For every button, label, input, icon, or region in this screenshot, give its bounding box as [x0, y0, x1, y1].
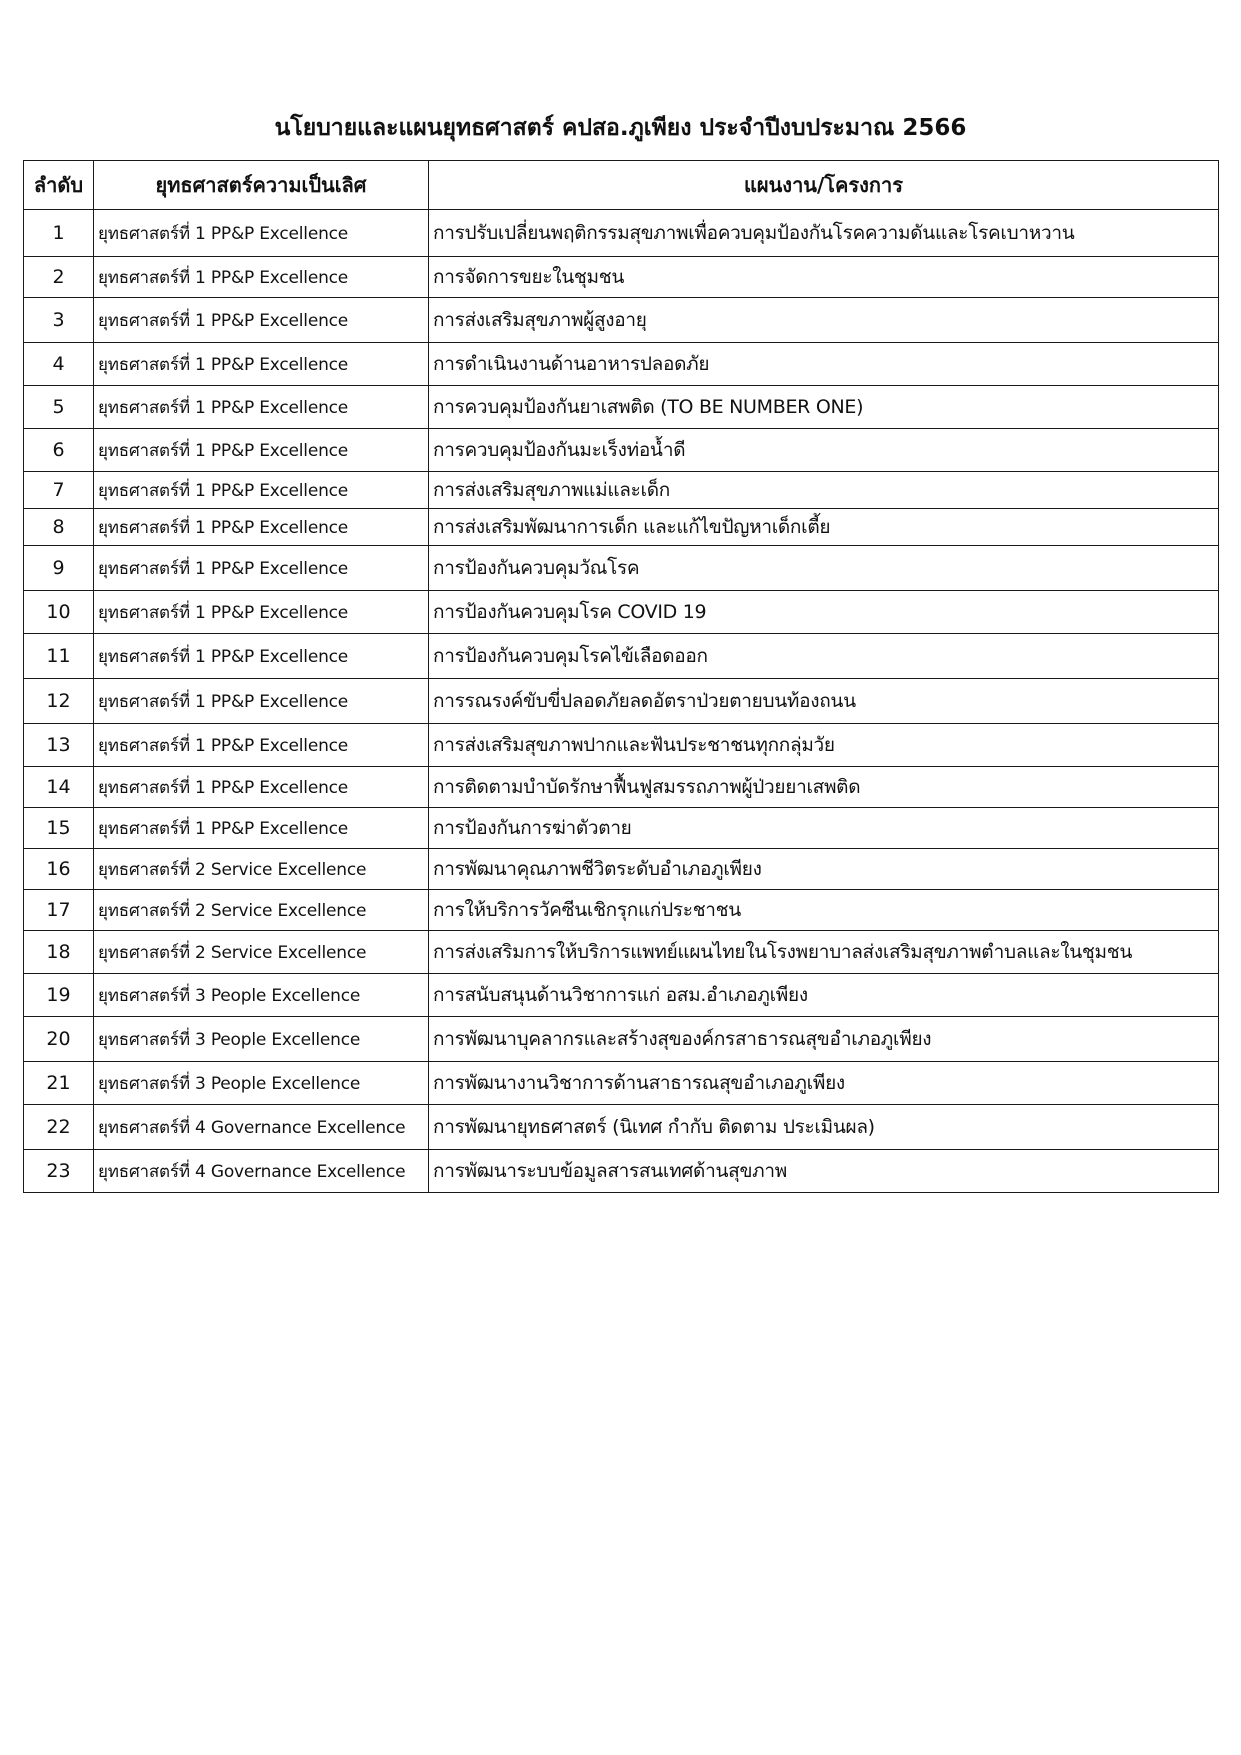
table-header-row: [24, 161, 1219, 210]
row-plan: การส่งเสริมสุขภาพปากและฟันประชาชนทุกกลุ่มวัย: [429, 724, 1219, 767]
table-row: [24, 767, 1219, 808]
table-row: [24, 1105, 1219, 1150]
row-strategy: ยุทธศาสตร์ที่ 1 PP&P Excellence: [94, 808, 429, 849]
row-number: 1: [24, 210, 94, 257]
row-number: 23: [24, 1150, 94, 1193]
row-strategy: ยุทธศาสตร์ที่ 1 PP&P Excellence: [94, 591, 429, 634]
table-body: [24, 210, 1219, 1193]
row-number: 19: [24, 974, 94, 1017]
header-plan: แผนงาน/โครงการ: [429, 161, 1219, 210]
table-row: [24, 849, 1219, 890]
row-number: 7: [24, 472, 94, 509]
row-strategy: ยุทธศาสตร์ที่ 1 PP&P Excellence: [94, 429, 429, 472]
row-number: 6: [24, 429, 94, 472]
row-plan: การพัฒนาบุคลากรและสร้างสุของค์กรสาธารณสุขอำเภอภูเพียง: [429, 1017, 1219, 1062]
table-row: [24, 890, 1219, 931]
row-strategy: ยุทธศาสตร์ที่ 4 Governance Excellence: [94, 1150, 429, 1193]
row-plan: การส่งเสริมการให้บริการแพทย์แผนไทยในโรงพยาบาลส่งเสริมสุขภาพตำบลและในชุมชน: [429, 931, 1219, 974]
row-number: 22: [24, 1105, 94, 1150]
header-no: ลำดับ: [24, 161, 94, 210]
row-plan: การพัฒนายุทธศาสตร์ (นิเทศ กำกับ ติดตาม ประเมินผล): [429, 1105, 1219, 1150]
table-row: [24, 546, 1219, 591]
row-number: 4: [24, 343, 94, 386]
row-strategy: ยุทธศาสตร์ที่ 4 Governance Excellence: [94, 1105, 429, 1150]
row-number: 18: [24, 931, 94, 974]
row-number: 5: [24, 386, 94, 429]
table-row: [24, 591, 1219, 634]
row-number: 16: [24, 849, 94, 890]
row-strategy: ยุทธศาสตร์ที่ 1 PP&P Excellence: [94, 509, 429, 546]
table-row: [24, 679, 1219, 724]
row-plan: การป้องกันควบคุมวัณโรค: [429, 546, 1219, 591]
row-plan: การสนับสนุนด้านวิชาการแก่ อสม.อำเภอภูเพียง: [429, 974, 1219, 1017]
row-plan: การดำเนินงานด้านอาหารปลอดภัย: [429, 343, 1219, 386]
table-row: [24, 386, 1219, 429]
row-plan: การให้บริการวัคซีนเชิกรุกแก่ประชาชน: [429, 890, 1219, 931]
row-strategy: ยุทธศาสตร์ที่ 1 PP&P Excellence: [94, 343, 429, 386]
row-number: 3: [24, 298, 94, 343]
row-strategy: ยุทธศาสตร์ที่ 3 People Excellence: [94, 1017, 429, 1062]
row-plan: การส่งเสริมสุขภาพผู้สูงอายุ: [429, 298, 1219, 343]
row-number: 2: [24, 257, 94, 298]
row-plan: การควบคุมป้องกันยาเสพติด (TO BE NUMBER ONE): [429, 386, 1219, 429]
row-number: 17: [24, 890, 94, 931]
row-plan: การพัฒนางานวิชาการด้านสาธารณสุขอำเภอภูเพียง: [429, 1062, 1219, 1105]
table-row: [24, 724, 1219, 767]
row-strategy: ยุทธศาสตร์ที่ 2 Service Excellence: [94, 890, 429, 931]
row-plan: การพัฒนาระบบข้อมูลสารสนเทศด้านสุขภาพ: [429, 1150, 1219, 1193]
row-strategy: ยุทธศาสตร์ที่ 3 People Excellence: [94, 1062, 429, 1105]
table-row: [24, 931, 1219, 974]
table-row: [24, 509, 1219, 546]
row-strategy: ยุทธศาสตร์ที่ 1 PP&P Excellence: [94, 472, 429, 509]
row-plan: การจัดการขยะในชุมชน: [429, 257, 1219, 298]
row-plan: การรณรงค์ขับขี่ปลอดภัยลดอัตราป่วยตายบนท้องถนน: [429, 679, 1219, 724]
row-strategy: ยุทธศาสตร์ที่ 2 Service Excellence: [94, 931, 429, 974]
row-plan: การพัฒนาคุณภาพชีวิตระดับอำเภอภูเพียง: [429, 849, 1219, 890]
table-row: [24, 429, 1219, 472]
header-strategy: ยุทธศาสตร์ความเป็นเลิศ: [94, 161, 429, 210]
table-row: [24, 472, 1219, 509]
row-number: 11: [24, 634, 94, 679]
row-strategy: ยุทธศาสตร์ที่ 1 PP&P Excellence: [94, 257, 429, 298]
row-plan: การป้องกันควบคุมโรค COVID 19: [429, 591, 1219, 634]
table-row: [24, 1017, 1219, 1062]
row-strategy: ยุทธศาสตร์ที่ 1 PP&P Excellence: [94, 546, 429, 591]
row-plan: การติดตามบำบัดรักษาฟื้นฟูสมรรถภาพผู้ป่วยยาเสพติด: [429, 767, 1219, 808]
row-number: 12: [24, 679, 94, 724]
row-plan: การส่งเสริมพัฒนาการเด็ก และแก้ไขปัญหาเด็กเตี้ย: [429, 509, 1219, 546]
table-row: [24, 343, 1219, 386]
table-row: [24, 634, 1219, 679]
row-number: 20: [24, 1017, 94, 1062]
row-number: 8: [24, 509, 94, 546]
row-plan: การป้องกันการฆ่าตัวตาย: [429, 808, 1219, 849]
document-title: นโยบายและแผนยุทธศาสตร์ คปสอ.ภูเพียง ประจำปีงบประมาณ 2566: [274, 115, 967, 141]
row-number: 14: [24, 767, 94, 808]
table-row: [24, 298, 1219, 343]
row-strategy: ยุทธศาสตร์ที่ 1 PP&P Excellence: [94, 724, 429, 767]
row-strategy: ยุทธศาสตร์ที่ 1 PP&P Excellence: [94, 386, 429, 429]
row-plan: การส่งเสริมสุขภาพแม่และเด็ก: [429, 472, 1219, 509]
row-number: 10: [24, 591, 94, 634]
row-strategy: ยุทธศาสตร์ที่ 1 PP&P Excellence: [94, 210, 429, 257]
strategy-plan-table: [23, 160, 1219, 1193]
table-row: [24, 974, 1219, 1017]
row-strategy: ยุทธศาสตร์ที่ 1 PP&P Excellence: [94, 634, 429, 679]
row-strategy: ยุทธศาสตร์ที่ 1 PP&P Excellence: [94, 767, 429, 808]
row-plan: การควบคุมป้องกันมะเร็งท่อน้ำดี: [429, 429, 1219, 472]
row-strategy: ยุทธศาสตร์ที่ 3 People Excellence: [94, 974, 429, 1017]
row-number: 21: [24, 1062, 94, 1105]
table-row: [24, 1062, 1219, 1105]
table-row: [24, 1150, 1219, 1193]
row-number: 9: [24, 546, 94, 591]
table-row: [24, 257, 1219, 298]
row-number: 13: [24, 724, 94, 767]
table-row: [24, 210, 1219, 257]
row-plan: การป้องกันควบคุมโรคไข้เลือดออก: [429, 634, 1219, 679]
row-strategy: ยุทธศาสตร์ที่ 1 PP&P Excellence: [94, 679, 429, 724]
row-strategy: ยุทธศาสตร์ที่ 1 PP&P Excellence: [94, 298, 429, 343]
row-plan: การปรับเปลี่ยนพฤติกรรมสุขภาพเพื่อควบคุมป้องกันโรคความดันและโรคเบาหวาน: [429, 210, 1219, 257]
row-strategy: ยุทธศาสตร์ที่ 2 Service Excellence: [94, 849, 429, 890]
row-number: 15: [24, 808, 94, 849]
table-row: [24, 808, 1219, 849]
